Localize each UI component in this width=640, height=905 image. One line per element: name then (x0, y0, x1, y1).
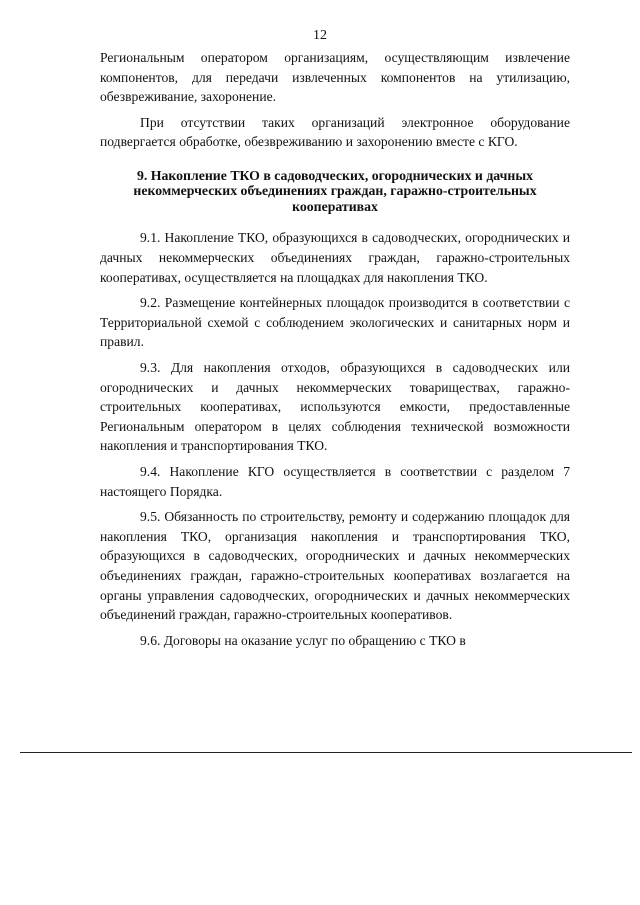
clause-9-6: 9.6. Договоры на оказание услуг по обращению с ТКО в (140, 632, 466, 648)
page-bottom-rule (20, 752, 632, 753)
section-9-heading: 9. Накопление ТКО в садоводческих, огороднических и дачных некоммерческих объединениях граждан, гаражно-строительных кооперативах (133, 167, 537, 214)
clause-9-2: 9.2. Размещение контейнерных площадок производится в соответствии с Территориальной схемой с соблюдением экологических и санитарных норм и правил. (100, 295, 570, 350)
document-body (100, 48, 570, 650)
page-number: 12 (313, 28, 327, 43)
clause-9-3: 9.3. Для накопления отходов, образующихся в садоводческих или огороднических и дачных некоммерческих товариществах, гаражно-строительных кооперативах, используются емкости, предоставленные Региональным оператором в целях соблюдения технической возможности накопления и транспортирования ТКО. (100, 360, 570, 454)
intro-paragraph-electronics: При отсутствии таких организаций электронное оборудование подвергается обработке, обезвреживанию и захоронению вместе с КГО. (100, 114, 570, 150)
clause-9-1: 9.1. Накопление ТКО, образующихся в садоводческих, огороднических и дачных некоммерческих объединениях граждан, гаражно-строительных кооперативах, осуществляется на площадках для накопления ТКО. (100, 230, 570, 285)
clause-9-5: 9.5. Обязанность по строительству, ремонту и содержанию площадок для накопления ТКО, организация накопления и транспортирования ТКО, образующихся в садоводческих, огороднических и дачных некоммерческих объединениях граждан, гаражно-строительных кооперативах возлагается на органы управления садоводческих, огороднических и дачных некоммерческих объединений граждан, гаражно-строительных кооперативов. (100, 509, 570, 623)
intro-paragraph-continuation: Региональным оператором организациям, осуществляющим извлечение компонентов, для передачи извлеченных компонентов на утилизацию, обезвреживание, захоронение. (100, 50, 570, 105)
clause-9-4: 9.4. Накопление КГО осуществляется в соответствии с разделом 7 настоящего Порядка. (100, 464, 570, 499)
